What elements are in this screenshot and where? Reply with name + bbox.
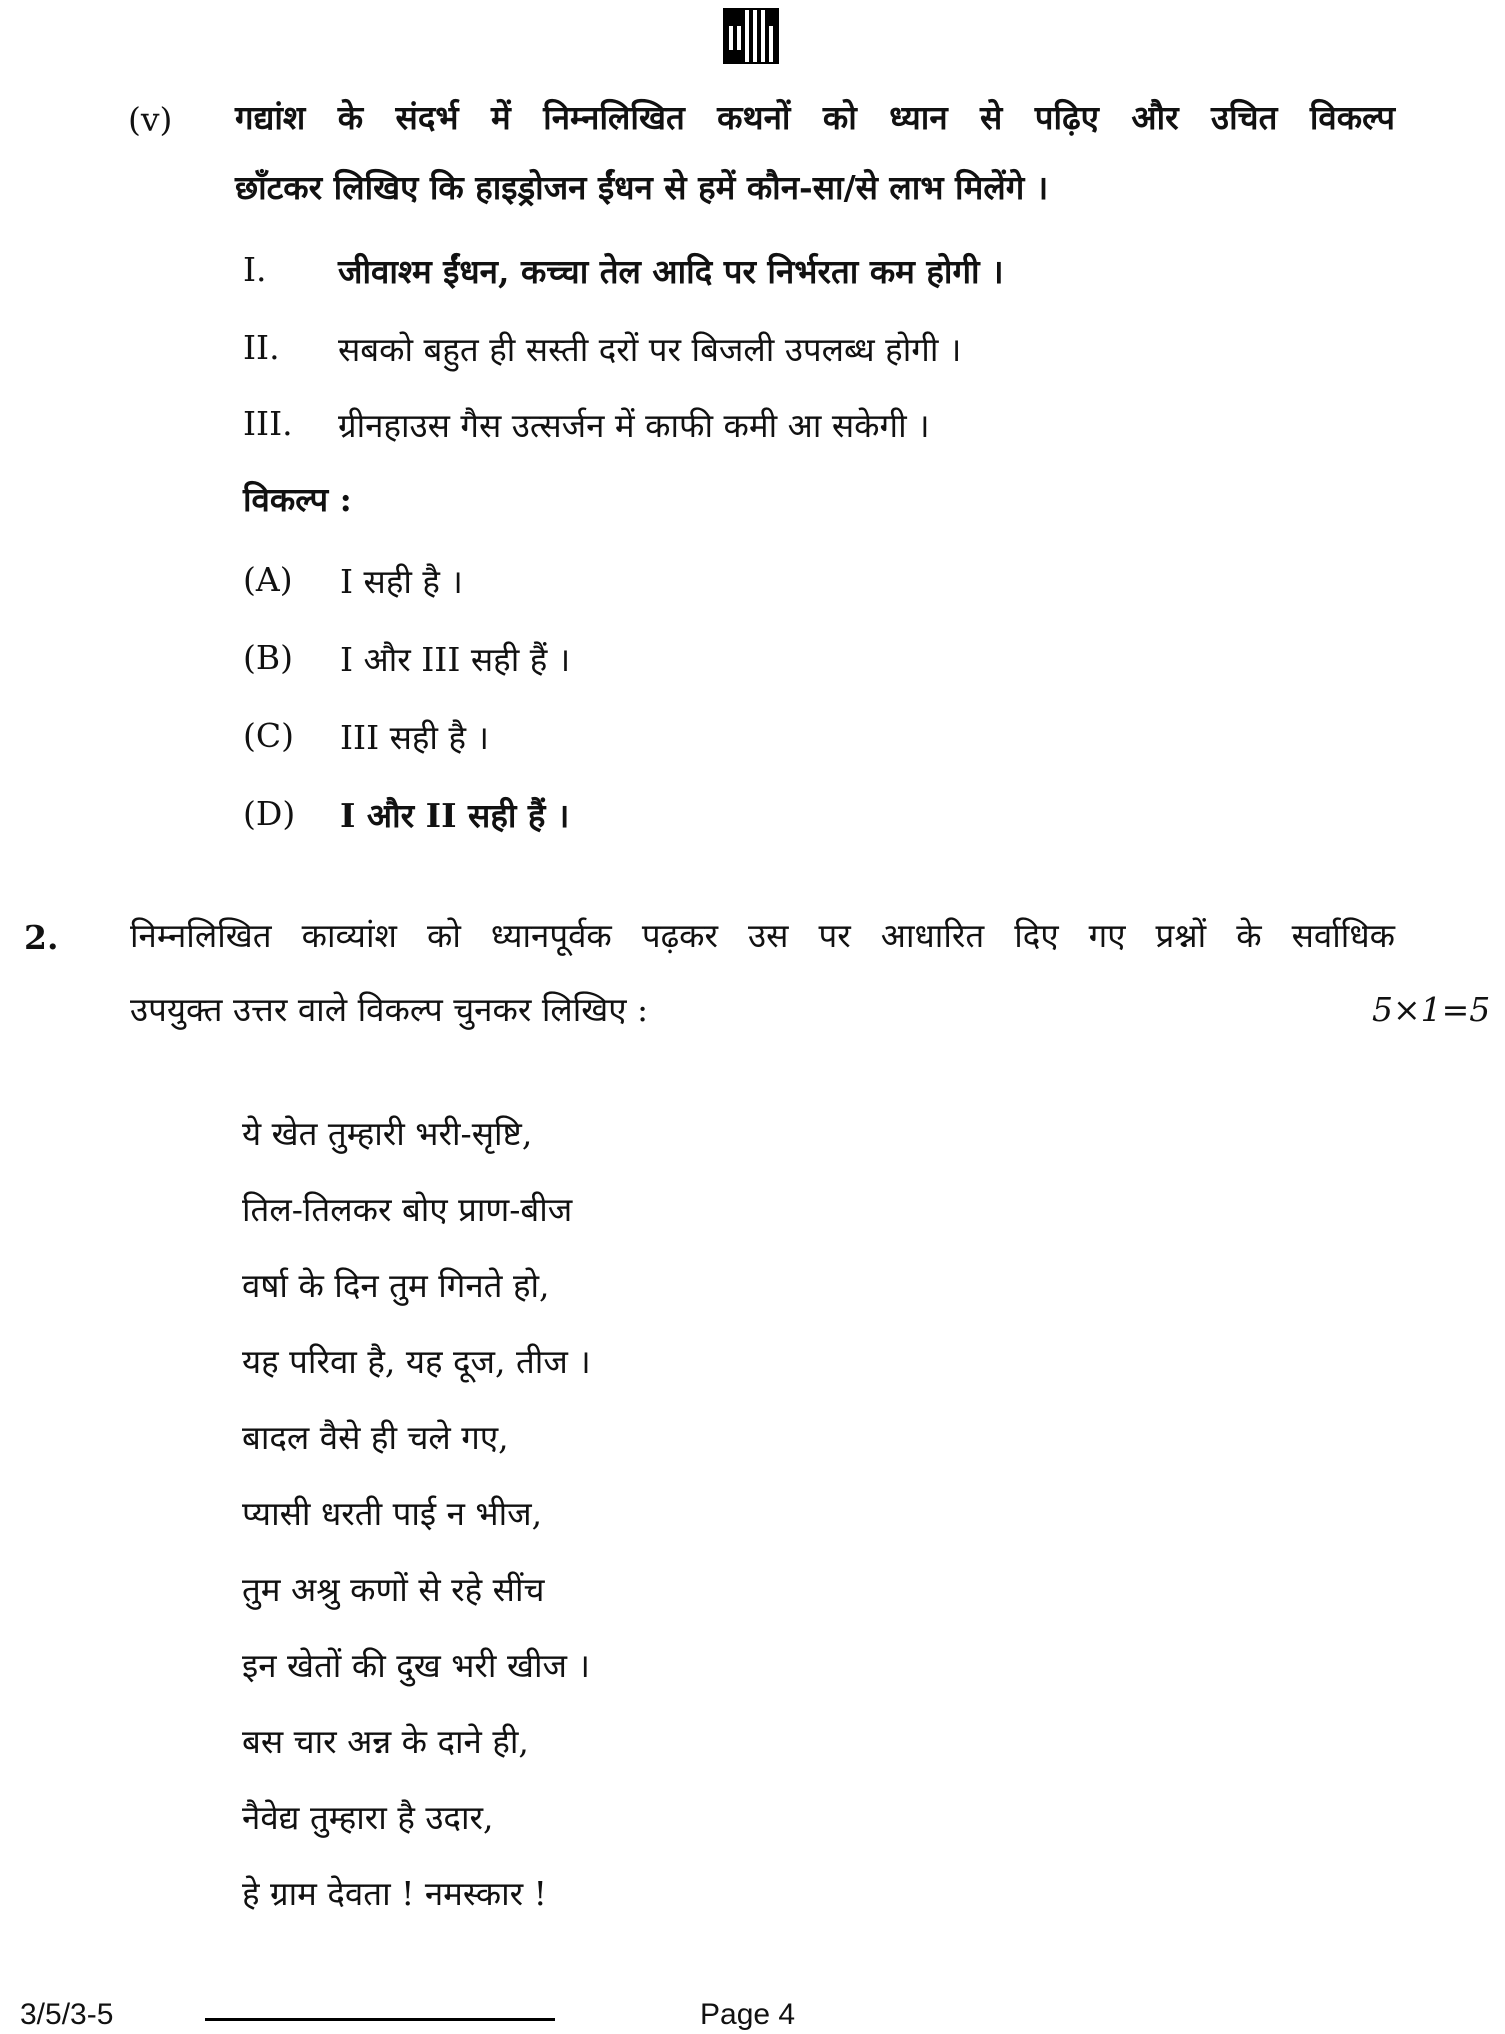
option-text-b: I और III सही हैं । <box>340 640 571 679</box>
poem-line: वर्षा के दिन तुम गिनते हो, <box>242 1266 550 1305</box>
statement-text: सबको बहुत ही सस्ती दरों पर बिजली उपलब्ध होगी । <box>338 330 962 369</box>
option-text-d: I और II सही हैं । <box>340 796 570 835</box>
poem-line: यह परिवा है, यह दूज, तीज । <box>242 1342 591 1381</box>
statement-number: III. <box>243 404 293 443</box>
subquestion-text-line1: गद्यांश के संदर्भ में निम्नलिखित कथनों को ध्यान से पढ़िए और उचित विकल्प <box>235 98 1395 137</box>
poem-line: हे ग्राम देवता ! नमस्कार ! <box>242 1874 547 1913</box>
question-text-line2: उपयुक्त उत्तर वाले विकल्प चुनकर लिखिए : <box>130 990 649 1029</box>
poem-line: प्यासी धरती पाई न भीज, <box>242 1494 543 1533</box>
subquestion-label: (v) <box>128 100 173 139</box>
question-text-line1: निम्नलिखित काव्यांश को ध्यानपूर्वक पढ़कर उस पर आधारित दिए गए प्रश्नों के सर्वाधिक <box>130 916 1395 955</box>
options-heading: विकल्प : <box>243 480 352 519</box>
option-text-c: III सही है । <box>340 718 489 757</box>
poem-line: नैवेद्य तुम्हारा है उदार, <box>242 1798 494 1837</box>
marks-allocation: 5×1=5 <box>1372 990 1491 1029</box>
option-text-a: I सही है । <box>340 562 463 601</box>
qr-code <box>723 8 779 64</box>
page-number: Page 4 <box>700 1998 796 2031</box>
footer-divider <box>205 2018 555 2021</box>
poem-line: तिल-तिलकर बोए प्राण-बीज <box>242 1190 573 1229</box>
poem-line: ये खेत तुम्हारी भरी-सृष्टि, <box>242 1114 533 1153</box>
poem-line: इन खेतों की दुख भरी खीज । <box>242 1646 590 1685</box>
poem-line: बस चार अन्न के दाने ही, <box>242 1722 529 1761</box>
option-label-d: (D) <box>243 794 296 833</box>
statement-text: ग्रीनहाउस गैस उत्सर्जन में काफी कमी आ सकेगी । <box>338 406 930 445</box>
statement-number: II. <box>243 328 280 367</box>
option-label-a: (A) <box>243 560 293 599</box>
statement-text: जीवाश्म ईंधन, कच्चा तेल आदि पर निर्भरता कम होगी । <box>338 252 1004 291</box>
subquestion-text-line2: छाँटकर लिखिए कि हाइड्रोजन ईंधन से हमें कौन-सा/से लाभ मिलेंगे । <box>235 168 1049 207</box>
option-label-c: (C) <box>243 716 294 755</box>
poem-line: बादल वैसे ही चले गए, <box>242 1418 509 1457</box>
paper-code: 3/5/3-5 <box>20 1998 114 2031</box>
question-number: 2. <box>24 918 59 957</box>
statement-number: I. <box>243 250 267 289</box>
option-label-b: (B) <box>243 638 293 677</box>
poem-line: तुम अश्रु कणों से रहे सींच <box>242 1570 545 1609</box>
